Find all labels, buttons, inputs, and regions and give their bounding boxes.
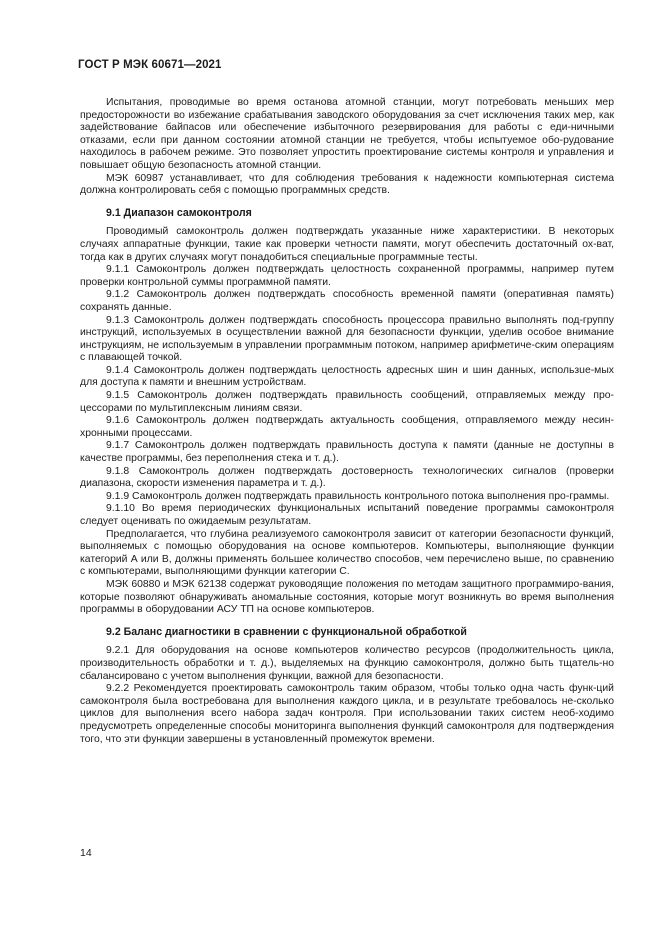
document-header: ГОСТ Р МЭК 60671—2021 (78, 59, 222, 71)
paragraph: 9.1.2 Самоконтроль должен подтверждать способность временной памяти (оперативная память) сохранять данные. (80, 289, 614, 313)
paragraph: 9.1.7 Самоконтроль должен подтверждать правильность доступа к памяти (данные не доступны в качестве программы, без переполнения стека и т. д.). (80, 440, 614, 465)
paragraph: 9.1.5 Самоконтроль должен подтверждать правильность сообщений, отправляемых между про-цессорами по мультиплексным линиям связи. (80, 390, 614, 414)
paragraph: 9.2.1 Для оборудования на основе компьютеров количество ресурсов (продолжительность цикла, производительность обработки и т. д.), выделяемых на функцию самоконтроля, должно быть тщатель-но сбалансировано с учетом выполнения функции, важной для безопасности. (80, 645, 614, 682)
paragraph: Предполагается, что глубина реализуемого самоконтроля зависит от категории безопасности функций, выполняемых с помощью оборудования на основе компьютеров. Компьютеры, выполняющие функции категорий А или В, должны применять большее количество способов, чем перечислено выше, по сравнению с компьютерами, выполняющими функции категории С. (80, 528, 614, 578)
page-number: 14 (80, 847, 92, 859)
paragraph: Испытания, проводимые во время останова атомной станции, могут потребовать меньших мер предосторожности во избежание срабатывания заводского оборудования за счет исключения таких мер, как задействование байпасов или обеспечение избыточного резервирования для работы с еди-ничными отказами, если при данном состоянии атомной станции не требуется, чтобы испытуемое обо-рудование находилось в рабочем режиме. Это позволяет упростить проектирование системы контроля и управления и повышает общую безопасность атомной станции. (80, 97, 614, 171)
paragraph: 9.1.10 Во время периодических функциональных испытаний поведение программы самоконтроля следует оценивать по ожидаемым результатам. (80, 503, 614, 527)
document-body (80, 97, 614, 746)
paragraph: Проводимый самоконтроль должен подтверждать указанные ниже характеристики. В некоторых случаях аппаратные функции, такие как проверки четности памяти, могут обеспечить достаточный ох-ват, тогда как в других случаях могут понадобиться специальные программные тесты. (80, 226, 614, 263)
paragraph: 9.1.8 Самоконтроль должен подтверждать достоверность технологических сигналов (проверки диапазона, скорости изменения параметра и т. д.). (80, 465, 614, 490)
paragraph: 9.1.3 Самоконтроль должен подтверждать способность процессора правильно выполнять под-группу инструкций, используемых в осуществлении важной для безопасности функции, уделив особое внимание инструкциям, не используемым в управлении программным потоком, например арифметиче-ским операциям с плавающей точкой. (80, 314, 614, 364)
paragraph: 9.1.6 Самоконтроль должен подтверждать актуальность сообщения, отправляемого между несин-хронными процессами. (80, 415, 614, 439)
section-heading: 9.2 Баланс диагностики в сравнении с функциональной обработкой (106, 625, 467, 638)
paragraph: МЭК 60987 устанавливает, что для соблюдения требования к надежности компьютерная система должна контролировать себя с помощью программных средств. (80, 172, 614, 197)
paragraph: 9.1.1 Самоконтроль должен подтверждать целостность сохраненной программы, например путем проверки контрольной суммы программной памяти. (80, 264, 614, 288)
paragraph: 9.2.2 Рекомендуется проектировать самоконтроль таким образом, чтобы только одна часть функ-ций самоконтроля была востребована для выполнения каждого цикла, и в результате требовалось не-сколько циклов для выполнения всего набора задач контроля. При использовании таких систем необ-ходимо предусмотреть определенные способы мониторинга выполнения функций самоконтроля для подтверждения того, что эти функции завершены в установленный промежуток времени. (80, 683, 614, 745)
paragraph: МЭК 60880 и МЭК 62138 содержат руководящие положения по методам защитного программиро-вания, которые позволяют обнаруживать аномальные состояния, которые могут возникнуть во время выполнения программы в оборудовании АСУ ТП на основе компьютеров. (80, 578, 614, 616)
section-heading: 9.1 Диапазон самоконтроля (106, 206, 252, 219)
paragraph: 9.1.9 Самоконтроль должен подтверждать правильность контрольного потока выполнения про-граммы. (106, 490, 610, 502)
paragraph: 9.1.4 Самоконтроль должен подтверждать целостность адресных шин и шин данных, использue-мых для доступа к памяти и внешним устройствам. (80, 364, 614, 389)
